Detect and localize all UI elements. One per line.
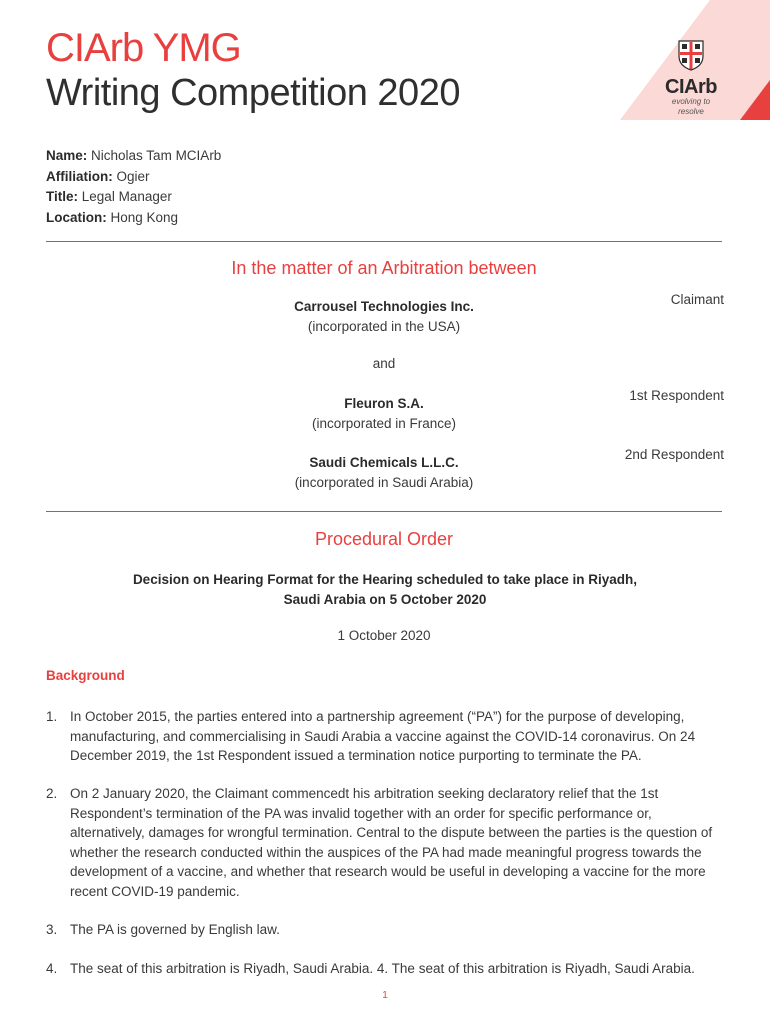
order-heading: Procedural Order [314,529,454,549]
order-decision-line2: Saudi Arabia on 5 October 2020 [283,592,487,607]
order-date: 1 October 2020 [337,628,431,643]
author-name-row [46,146,221,167]
list-item-number: 3. [46,922,58,937]
ciarb-logo [658,38,724,117]
author-title-row [46,187,221,208]
author-location-value: Hong Kong [110,210,179,226]
list-item [46,959,726,979]
logo-wordmark: CIArb [665,76,717,98]
role-first-respondent: 1st Respondent [629,388,724,403]
author-location-label: Location: [46,210,107,226]
author-affiliation-label: Affiliation: [46,168,113,184]
list-item [46,920,726,940]
page-title-line1: CIArb YMG [46,26,241,70]
list-item-number: 1. [46,709,58,724]
author-name-label: Name: [46,148,88,163]
list-item [46,707,726,766]
party-second-respondent-name: Saudi Chemicals L.L.C. [309,455,459,470]
divider-top [46,241,722,242]
author-affiliation-row [46,167,221,188]
author-title-value: Legal Manager [81,189,172,205]
party-claimant-note: (incorporated in the USA) [307,319,461,334]
order-decision-line1: Decision on Hearing Format for the Hearing scheduled to take place in Riyadh, [132,572,638,587]
party-first-respondent-name: Fleuron S.A. [344,396,424,411]
author-affiliation-value: Ogier [116,168,150,184]
list-item-number: 2. [46,786,58,801]
list-item-text: The seat of this arbitration is Riyadh, Saudi Arabia. 4. The seat of this arbitration is Riyadh, Saudi Arabia. [70,961,695,976]
background-heading: Background [46,668,125,683]
list-item [46,784,726,901]
party-second-respondent-note: (incorporated in Saudi Arabia) [294,475,474,490]
list-item-text: In October 2015, the parties entered into a partnership agreement (“PA”) for the purpose of developing, manufacturing, and commercialising in Saudi Arabia a vaccine against the COVID-14 coronavirus. On 24 December 2019, the 1st Respondent issued a termination notice purporting to terminate the PA. [70,709,696,763]
page-title-line2: Writing Competition 2020 [46,72,460,114]
list-item-number: 4. [46,961,58,976]
matter-heading: In the matter of an Arbitration between [231,258,537,278]
list-item-text: On 2 January 2020, the Claimant commencedt his arbitration seeking declaratory relief that the 1st Respondent’s termination of the PA was invalid together with an order for specific performance or, alternatively, damages for wrongful termination. Central to the dispute between the parties is the question of whether the research conducted within the auspices of the PA had made meaningful progress towards the development of a vaccine, and whether that research would be useful in developing a vaccine for the more recent COVID-19 pandemic. [70,786,713,899]
logo-tagline: evolving to resolve [671,97,711,116]
role-second-respondent: 2nd Respondent [624,447,724,462]
party-claimant [200,297,568,337]
author-title-label: Title: [46,189,79,205]
order-decision [80,570,690,610]
author-location-row [46,208,221,229]
role-claimant: Claimant [670,292,724,307]
divider-middle [46,511,722,512]
author-info [46,146,221,229]
conjunction-and: and [372,356,396,371]
list-item-text: The PA is governed by English law. [70,922,280,937]
author-name-value: Nicholas Tam MCIArb [91,148,222,163]
party-second-respondent [200,453,568,493]
ciarb-crest-icon [676,38,706,72]
party-claimant-name: Carrousel Technologies Inc. [294,299,474,314]
party-first-respondent [200,394,568,434]
page-number: 1 [382,990,388,1001]
party-first-respondent-note: (incorporated in France) [311,416,457,431]
